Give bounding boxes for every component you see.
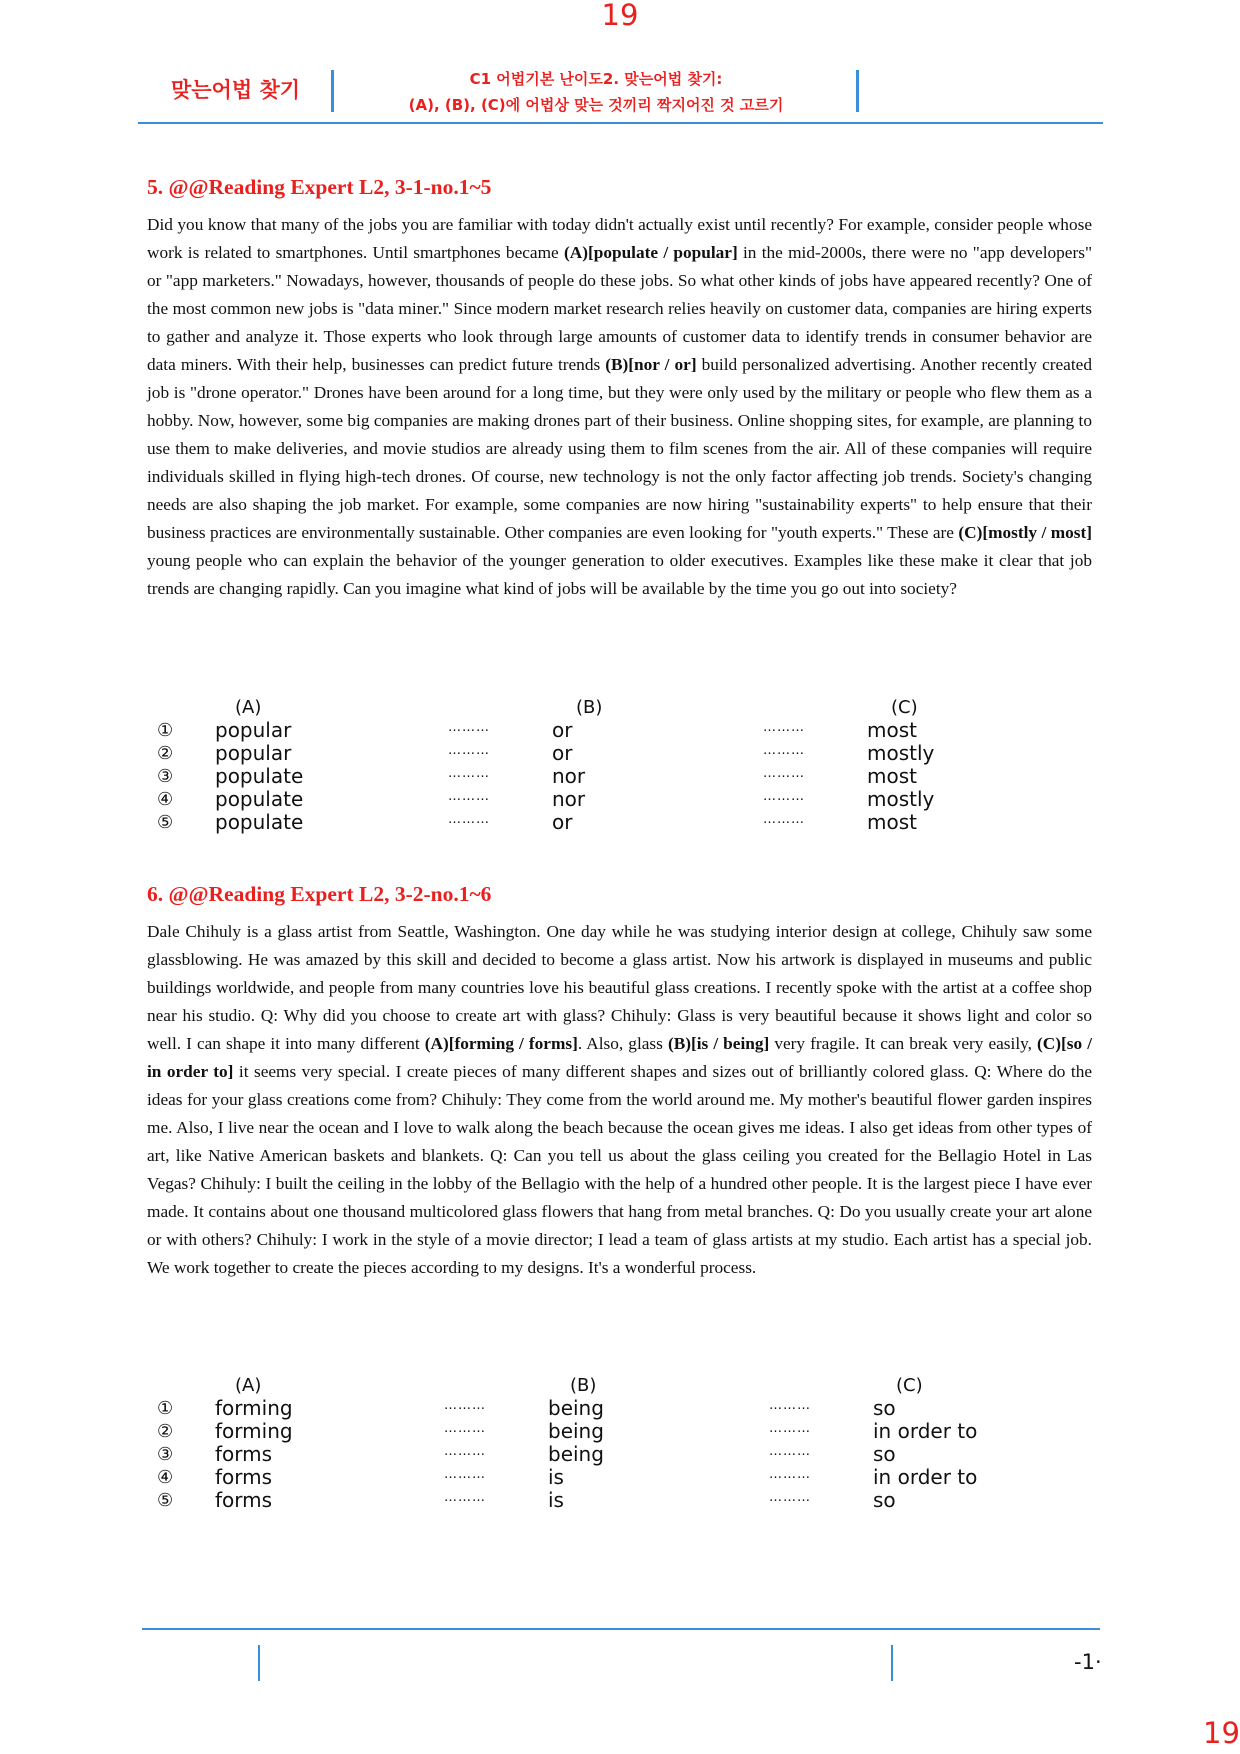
dot-leader: ……… [769, 1421, 811, 1436]
column-header-c: (C) [896, 1375, 923, 1396]
header-subtitle [336, 66, 856, 118]
dot-leader: ……… [448, 720, 490, 735]
question-5-title: 5. @@Reading Expert L2, 3-1-no.1~5 [147, 175, 492, 199]
option-number: ④ [157, 789, 174, 810]
header-divider [331, 70, 334, 112]
column-header-c: (C) [891, 697, 918, 718]
option-b: or [552, 718, 573, 742]
dot-leader: ……… [448, 812, 490, 827]
dot-leader: ……… [769, 1398, 811, 1413]
dot-leader: ……… [769, 1467, 811, 1482]
header-subtitle-line2: (A), (B), (C)에 어법상 맞는 것끼리 짝지어진 것 고르기 [408, 96, 784, 114]
option-b: nor [552, 764, 586, 788]
option-number: ④ [157, 1467, 174, 1488]
question-5-choices [150, 696, 1050, 834]
option-b: being [548, 1396, 604, 1420]
option-c: in order to [873, 1419, 978, 1443]
choices-header [150, 696, 1050, 719]
passage-text: in the mid-2000s, there were no "app developers" or "app marketers." Nowadays, however, thousands of people do these jobs. So what other kinds of jobs have appeared recently? One of the most common new jobs is "data miner." Since modern market research relies heavily on customer data, companies are hiring experts to gather and analyze it. Those experts who look through large amounts of customer data to identify trends in consumer behavior are data miners. With their help, businesses can predict future trends [147, 243, 1092, 374]
passage-text: young people who can explain the behavior of the younger generation to older executives. Examples like these make it clear that job trends are changing rapidly. Can you imagine what kind of jobs will be available by the time you go out into society? [147, 551, 1092, 598]
option-a: popular [215, 741, 292, 765]
passage-text: build personalized advertising. Another recently created job is "drone operator." Drones have been around for a long time, but they were only used by the military or people who flew them as a hobby. Now, however, some big companies are making drones part of their business. Online shopping sites, for example, are planning to use them to make deliveries, and movie studios are already using them to film scenes from the air. All of these companies will require individuals skilled in flying high-tech drones. Of course, new technology is not the only factor affecting job trends. Society's changing needs are also shaping the job market. For example, some companies are now hiring "sustainability experts" to help ensure that their business practices are environmentally sustainable. Other companies are even looking for "youth experts." These are [147, 355, 1092, 542]
blank-a: (A)[populate / popular] [563, 243, 738, 262]
option-a: popular [215, 718, 292, 742]
dot-leader: ……… [444, 1421, 486, 1436]
passage-text: Did you know that many of the jobs you are familiar with today didn't actually exist until recently? For example, consider people whose work is related to smartphones. Until smartphones became [147, 215, 1092, 262]
option-c: most [867, 810, 917, 834]
choice-option[interactable] [150, 811, 1050, 834]
dot-leader: ……… [769, 1444, 811, 1459]
question-5-passage [147, 211, 1092, 603]
option-c: mostly [867, 741, 935, 765]
option-b: or [552, 810, 573, 834]
choice-option[interactable] [150, 1443, 1050, 1466]
blank-b: (B)[is / being] [667, 1034, 770, 1053]
footer-page-label: -1· [1074, 1650, 1102, 1674]
dot-leader: ……… [769, 1490, 811, 1505]
question-6-choices [150, 1374, 1050, 1512]
page-header [138, 62, 1103, 124]
dot-leader: ……… [444, 1467, 486, 1482]
option-b: is [548, 1465, 564, 1489]
passage-text: very fragile. It can break very easily, [769, 1034, 1038, 1053]
option-number: ② [157, 1421, 174, 1442]
option-a: forms [215, 1442, 273, 1466]
choice-option[interactable] [150, 788, 1050, 811]
option-number: ⑤ [157, 1490, 174, 1511]
dot-leader: ……… [763, 766, 805, 781]
option-a: populate [215, 810, 304, 834]
option-b: nor [552, 787, 586, 811]
option-b: or [552, 741, 573, 765]
question-6-title: 6. @@Reading Expert L2, 3-2-no.1~6 [147, 882, 492, 906]
dot-leader: ……… [444, 1490, 486, 1505]
option-a: forms [215, 1488, 273, 1512]
passage-text: it seems very special. I create pieces of many different shapes and sizes out of brilliantly colored glass. Q: Where do the ideas for your glass creations come from? Chihuly: They come from the world around me. My mother's beautiful flower garden inspires me. Also, I live near the ocean and I love to walk along the beach because the ocean gives me ideas. I also get ideas from other types of art, like Native American baskets and blankets. Q: Can you tell us about the glass ceiling you created for the Bellagio Hotel in Las Vegas? Chihuly: I built the ceiling in the lobby of the Bellagio with the help of a hundred other people. It is the largest piece I have ever made. It contains about one thousand multicolored glass flowers that hang from metal branches. Q: Do you usually create your art alone or with others? Chihuly: I work in the style of a movie director; I lead a team of glass artists at my studio. Each artist has a special job. We work together to create the pieces according to my designs. It's a wonderful process. [147, 1062, 1092, 1277]
option-a: forming [215, 1396, 293, 1420]
option-number: ③ [157, 766, 174, 787]
passage-text: . Also, glass [577, 1034, 668, 1053]
option-a: forming [215, 1419, 293, 1443]
blank-c: (C)[mostly / most] [958, 523, 1092, 542]
option-c: so [873, 1488, 896, 1512]
option-number: ① [157, 1398, 174, 1419]
option-number: ① [157, 720, 174, 741]
dot-leader: ……… [763, 789, 805, 804]
footer-divider [142, 1628, 1100, 1630]
option-number: ② [157, 743, 174, 764]
column-header-a: (A) [235, 697, 262, 718]
dot-leader: ……… [763, 812, 805, 827]
dot-leader: ……… [763, 720, 805, 735]
option-a: forms [215, 1465, 273, 1489]
choice-option[interactable] [150, 719, 1050, 742]
choice-option[interactable] [150, 1397, 1050, 1420]
header-subtitle-line1: C1 어법기본 난이도2. 맞는어법 찾기: [469, 70, 723, 88]
option-b: being [548, 1419, 604, 1443]
option-c: so [873, 1396, 896, 1420]
question-6-passage [147, 918, 1092, 1282]
option-a: populate [215, 787, 304, 811]
passage-text: Dale Chihuly is a glass artist from Seattle, Washington. One day while he was studying interior design at college, Chihuly saw some glassblowing. He was amazed by this skill and decided to become a glass artist. Now his artwork is displayed in museums and public buildings worldwide, and people from many countries love his beautiful glass creations. I recently spoke with the artist at a coffee shop near his studio. Q: Why did you choose to create art with glass? Chihuly: Glass is very beautiful because it shows light and color so well. I can shape it into many different [147, 922, 1092, 1053]
option-c: most [867, 718, 917, 742]
option-number: ③ [157, 1444, 174, 1465]
column-header-b: (B) [576, 697, 603, 718]
footer-separator [258, 1645, 260, 1681]
blank-c: (C)[so / in order to] [147, 1034, 1093, 1081]
header-title: 맞는어법 찾기 [170, 78, 301, 102]
dot-leader: ……… [444, 1398, 486, 1413]
option-c: in order to [873, 1465, 978, 1489]
column-header-b: (B) [570, 1375, 597, 1396]
header-divider [856, 70, 859, 112]
choice-option[interactable] [150, 742, 1050, 765]
choice-option[interactable] [150, 765, 1050, 788]
option-number: ⑤ [157, 812, 174, 833]
column-header-a: (A) [235, 1375, 262, 1396]
dot-leader: ……… [448, 789, 490, 804]
choices-header [150, 1374, 1050, 1397]
option-c: so [873, 1442, 896, 1466]
option-b: is [548, 1488, 564, 1512]
footer-separator [891, 1645, 893, 1681]
choice-option[interactable] [150, 1489, 1050, 1512]
dot-leader: ……… [448, 743, 490, 758]
dot-leader: ……… [763, 743, 805, 758]
blank-a: (A)[forming / forms] [424, 1034, 578, 1053]
choice-option[interactable] [150, 1466, 1050, 1489]
option-a: populate [215, 764, 304, 788]
option-c: most [867, 764, 917, 788]
option-b: being [548, 1442, 604, 1466]
page-number-top: 19 [601, 0, 639, 32]
option-c: mostly [867, 787, 935, 811]
dot-leader: ……… [448, 766, 490, 781]
page-number-corner: 19 [1203, 1716, 1240, 1750]
blank-b: (B)[nor / or] [605, 355, 697, 374]
dot-leader: ……… [444, 1444, 486, 1459]
choice-option[interactable] [150, 1420, 1050, 1443]
